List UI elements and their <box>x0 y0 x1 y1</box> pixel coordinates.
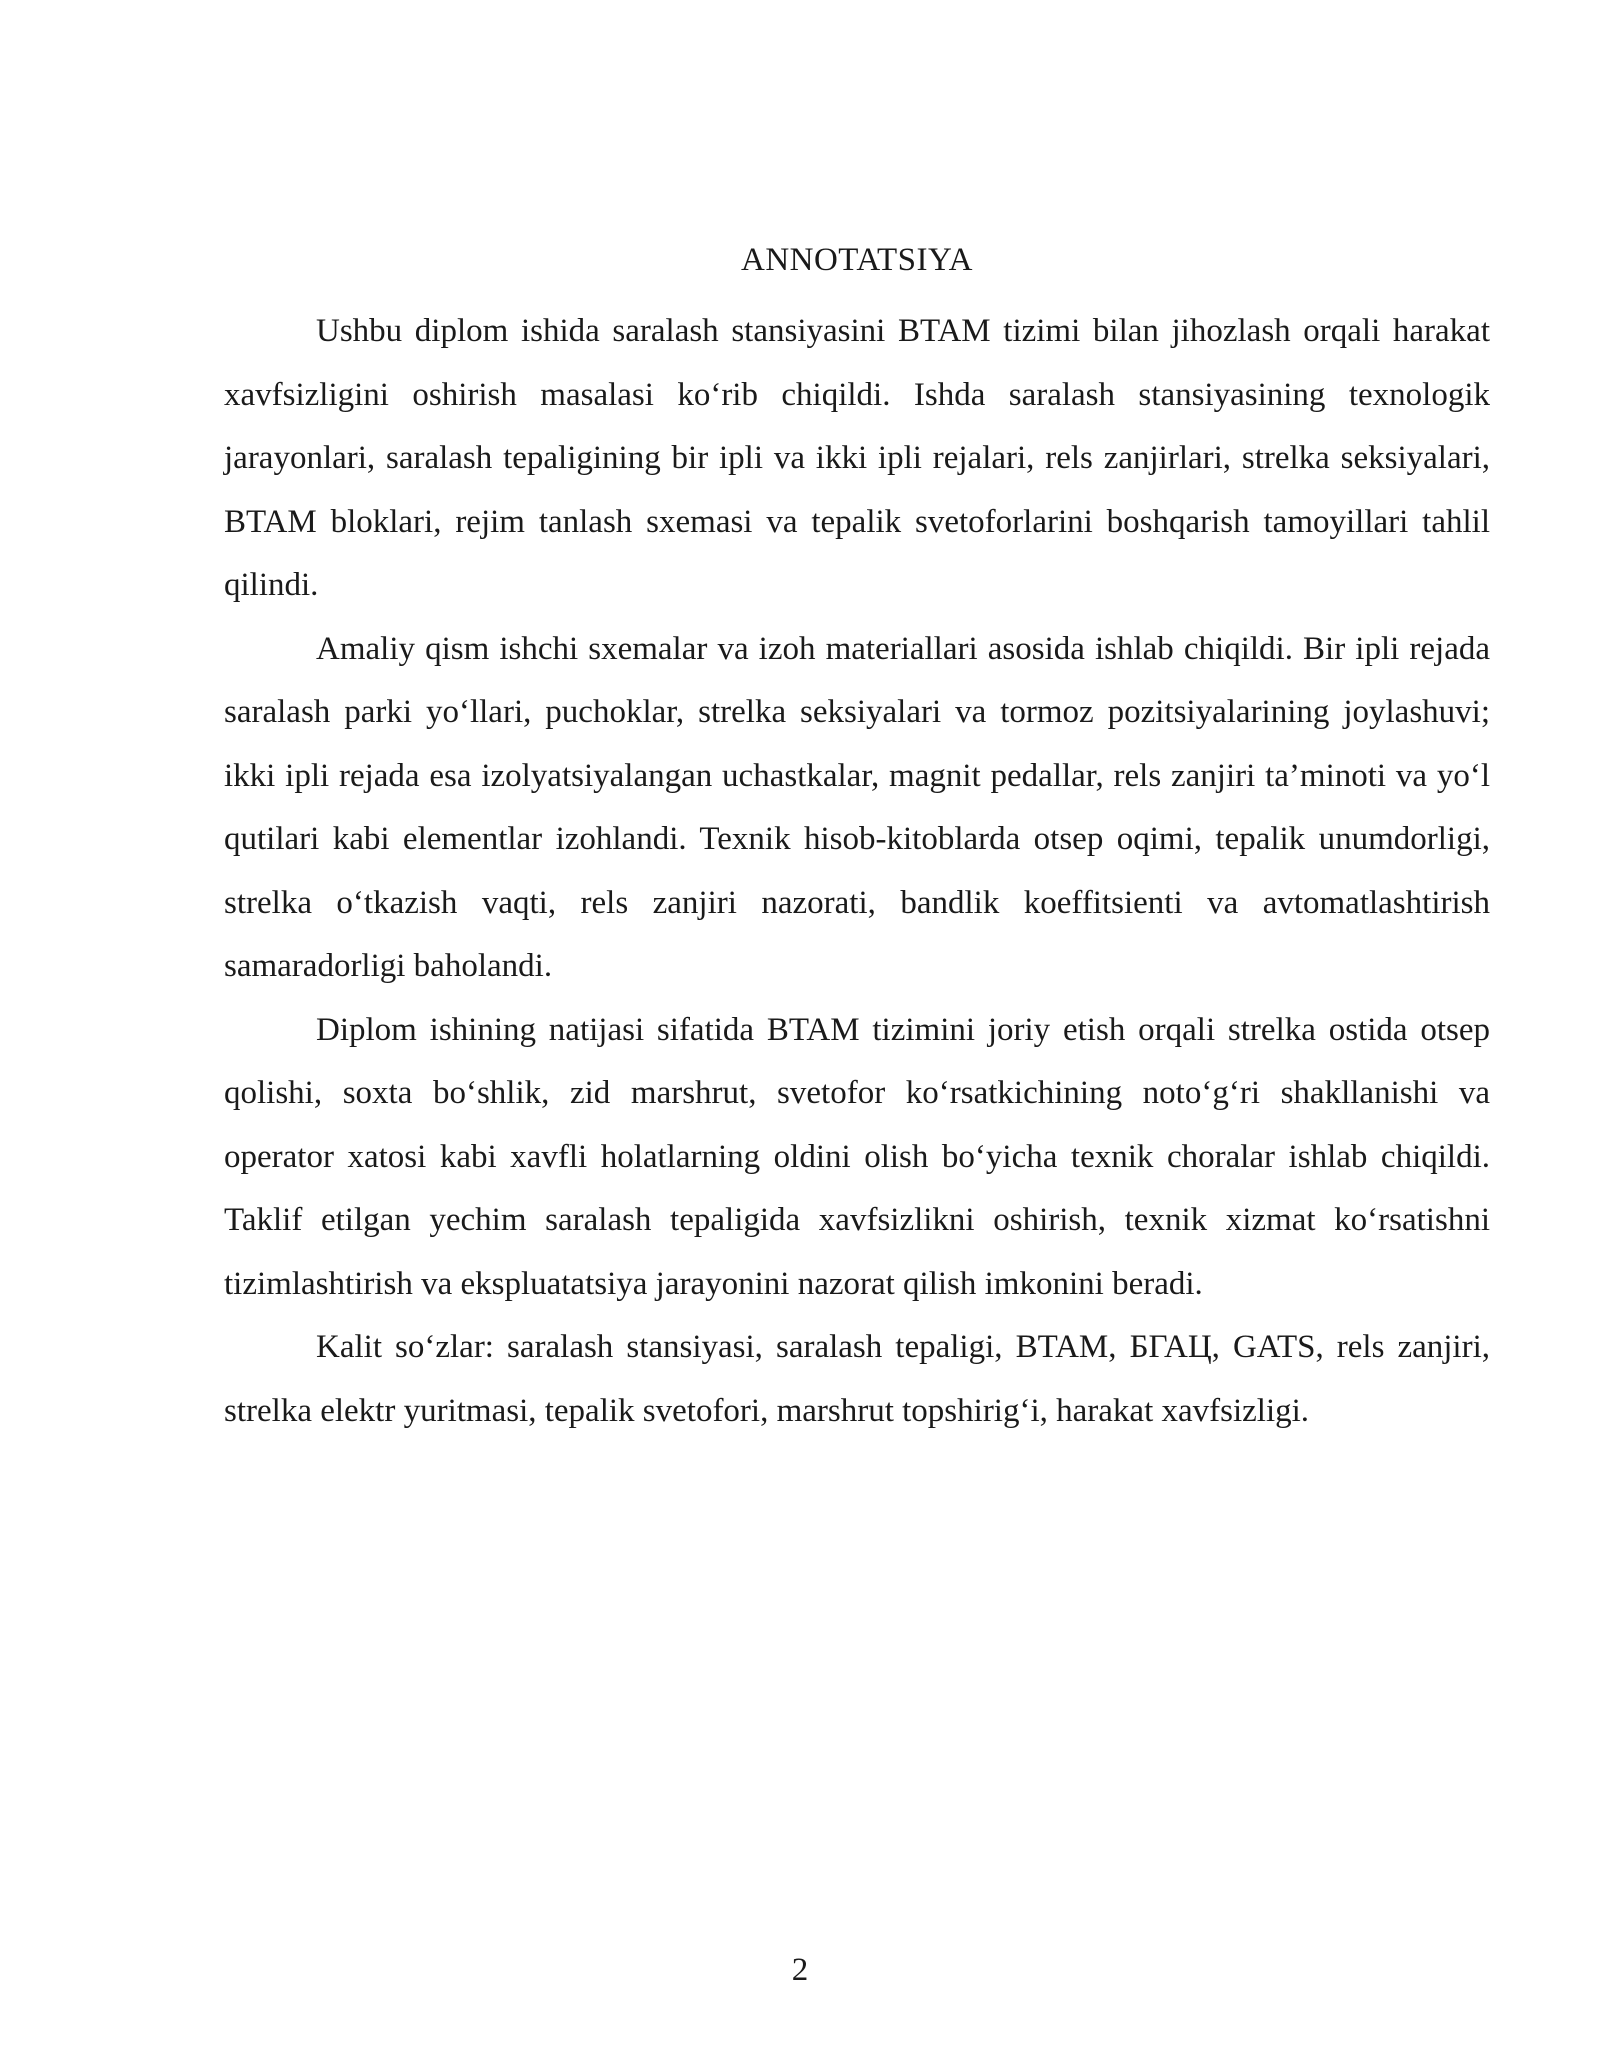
page-number: 2 <box>791 1952 809 1988</box>
abstract-paragraph-3: Diplom ishining natijasi sifatida BTAM tizimini joriy etish orqali strelka ostida otsep qolishi, soxta bo‘shlik, zid marshrut, svetofor ko‘rsatkichining noto‘g‘ri shakllanishi va operator xatosi kabi xavfli holatlarning oldini olish bo‘yicha texnik choralar ishlab chiqildi. Taklif etilgan yechim saralash tepaligida xavfsizlikni oshirish, texnik xizmat ko‘rsatishni tizimlashtirish va ekspluatatsiya jarayonini nazorat qilish imkonini beradi. <box>224 1011 1490 1302</box>
page-content <box>224 238 1490 1443</box>
document-title: ANNOTATSIYA <box>740 242 974 278</box>
abstract-paragraph-1: Ushbu diplom ishida saralash stansiyasini BTAM tizimi bilan jihozlash orqali harakat xavfsizligini oshirish masalasi ko‘rib chiqildi. Ishda saralash stansiyasining texnologik jarayonlari, saralash tepaligining bir ipli va ikki ipli rejalari, rels zanjirlari, strelka seksiyalari, BTAM bloklari, rejim tanlash sxemasi va tepalik svetoforlarini boshqarish tamoyillari tahlil qilindi. <box>224 313 1490 603</box>
abstract-paragraph-2: Amaliy qism ishchi sxemalar va izoh materiallari asosida ishlab chiqildi. Bir ipli rejada saralash parki yo‘llari, puchoklar, strelka seksiyalari va tormoz pozitsiyalarining joylashuvi; ikki ipli rejada esa izolyatsiyalangan uchastkalar, magnit pedallar, rels zanjiri ta’minoti va yo‘l qutilari kabi elementlar izohlandi. Texnik hisob-kitoblarda otsep oqimi, tepalik unumdorligi, strelka o‘tkazish vaqti, rels zanjiri nazorati, bandlik koeffitsienti va avtomatlashtirish samaradorligi baholandi. <box>224 630 1490 984</box>
keywords-paragraph: Kalit so‘zlar: saralash stansiyasi, saralash tepaligi, BTAM, БГАЦ, GATS, rels zanjiri, strelka elektr yuritmasi, tepalik svetofori, marshrut topshirig‘i, harakat xavfsizligi. <box>224 1329 1490 1429</box>
